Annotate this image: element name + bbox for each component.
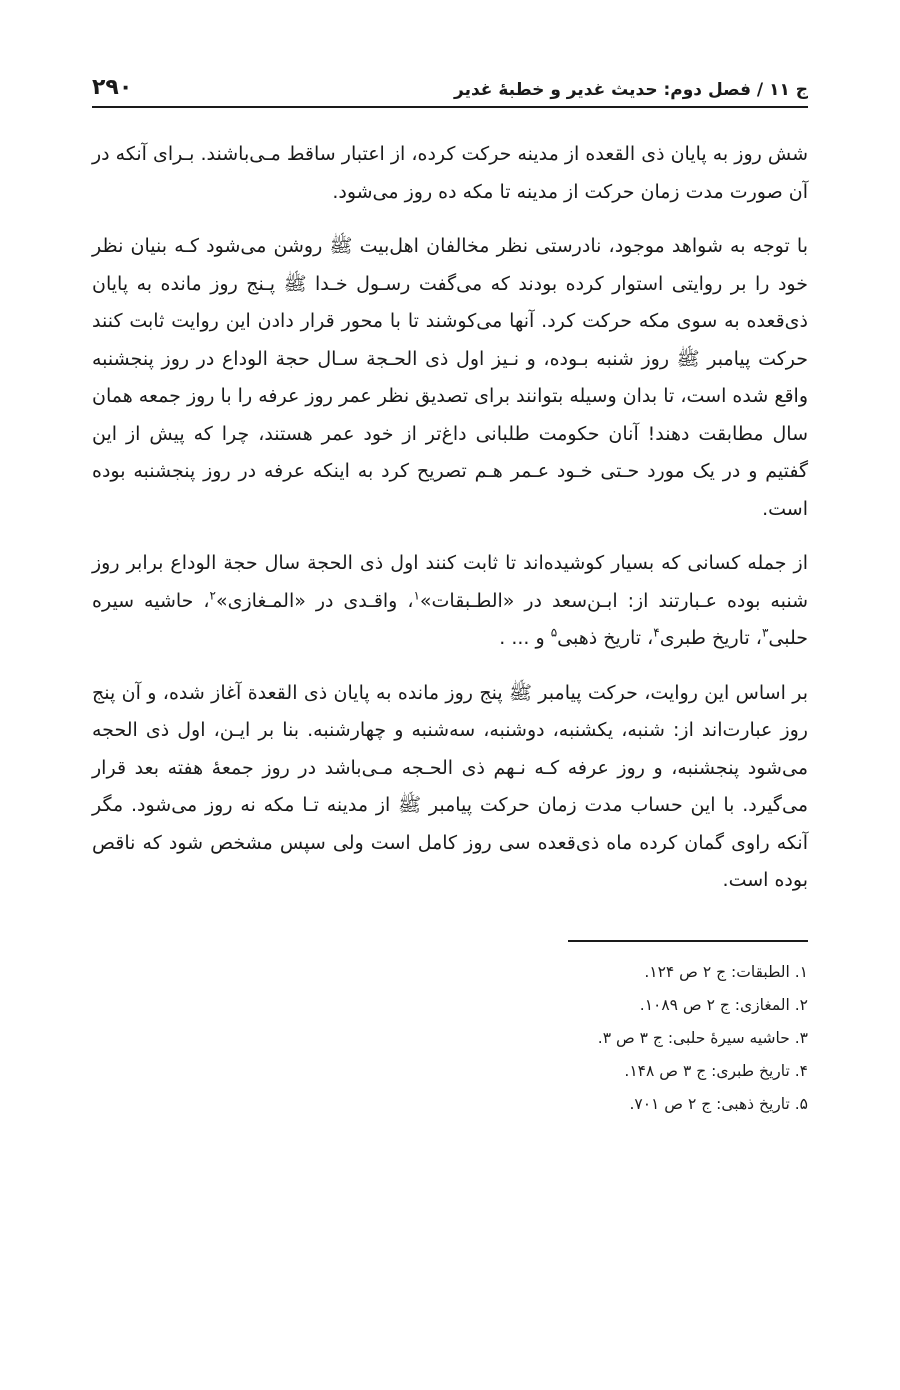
paragraph-2: با توجه به شواهد موجود، نادرستی نظر مخالفان اهل‌بیت ﷺ روشن می‌شود کـه بنیان نظر خود را بر روایتی استوار کرده بودند که می‌گفت رسـول خـدا ﷺ پـنج روز مانده به پایان ذی‌قعده به سوی مکه حرکت کرد. آنها می‌کوشند تا با محور قرار دادن این روایت ثابت کنند حرکت پیامبر ﷺ روز شنبه بـوده، و نـیز اول ذی الحـجة سـال حجة الوداع در روز پنجشنبه واقع شده است، تا بدان وسیله بتوانند برای تصدیق نظر عمر روز عرفه را با روز جمعه همان سال مطابقت دهند! آنان حکومت طلبانی داغ‌تر از خود عمر هستند، چرا که پیش از این گفتیم و در یک مورد حـتی خـود عـمر هـم تصریح کرد به اینکه عرفه در روز پنجشنبه بوده است. xyxy=(92,235,808,520)
footnote-ref-1[interactable]: ۱ xyxy=(413,588,420,603)
page-number: ۲۹۰ xyxy=(92,75,133,100)
footnote-2: ۲. المغازی: ج ۲ ص ۱۰۸۹. xyxy=(639,995,808,1014)
paragraph-3-text-3: ، حاشیه سیره حلبی xyxy=(92,589,808,649)
footnote-ref-4[interactable]: ۴ xyxy=(653,625,660,640)
footnote-ref-5[interactable]: ۵ xyxy=(550,625,558,640)
book-page xyxy=(92,60,808,1121)
paragraph-3-text-4: ، تاریخ طبری xyxy=(659,627,762,649)
page-header xyxy=(92,60,808,108)
footnote-5: ۵. تاریخ ذهبی: ج ۲ ص ۷۰۱. xyxy=(629,1094,808,1113)
footnote-4: ۴. تاریخ طبری: ج ۳ ص ۱۴۸. xyxy=(624,1061,808,1080)
footnote-3: ۳. حاشیه سیرهٔ حلبی: ج ۳ ص ۳. xyxy=(597,1028,808,1047)
footnote-ref-3[interactable]: ۳ xyxy=(761,625,769,640)
footnote-1: ۱. الطبقات: ج ۲ ص ۱۲۴. xyxy=(644,962,808,981)
paragraph-3-text-5: ، تاریخ ذهبی xyxy=(557,627,654,649)
running-head: ج ۱۱ / فصل دوم: حدیث غدیر و خطبهٔ غدیر xyxy=(454,80,808,100)
paragraph-3 xyxy=(92,545,808,658)
footnotes xyxy=(92,956,808,1121)
paragraph-3-text-6: و ... . xyxy=(499,627,551,649)
footnote-ref-2[interactable]: ۲ xyxy=(209,588,216,603)
footnote-divider xyxy=(568,940,808,942)
paragraph-4: بر اساس این روایت، حرکت پیامبر ﷺ پنج روز مانده به پایان ذی القعدة آغاز شده، و آن پنج روز عبارت‌اند از: شنبه، یکشنبه، دوشنبه، سه‌شنبه و چهارشنبه. بنا بر ایـن، اول ذی الحجه می‌شود پنجشنبه، و روز عرفه کـه نـهم ذی الحـجه مـی‌باشد در روز جمعهٔ هفته بعد قرار می‌گیرد. با این حساب مدت زمان حرکت پیامبر ﷺ از مدینه تـا مکه نه روز می‌شود. مگر آنکه راوی گمان کرده ماه ذی‌قعده سی روز کامل است ولی سپس مشخص شود که ناقص بوده است. xyxy=(92,681,808,891)
paragraph-3-text-2: ، واقـدی در «المـغازی» xyxy=(215,589,414,612)
paragraph-3-text-1: از جمله کسانی که بسیار کوشیده‌اند تا ثابت کنند اول ذی الحجة سال حجة الوداع برابر روز شنبه بوده عـبارتند از: ابـن‌سعد در «الطـبقات» xyxy=(92,552,808,612)
body-text xyxy=(92,136,808,900)
paragraph-1: شش روز به پایان ذی القعده از مدینه حرکت کرده، از اعتبار ساقط مـی‌باشند. بـرای آنکه در آن صورت مدت زمان حرکت از مدینه تا مکه ده روز می‌شود. xyxy=(92,143,808,203)
